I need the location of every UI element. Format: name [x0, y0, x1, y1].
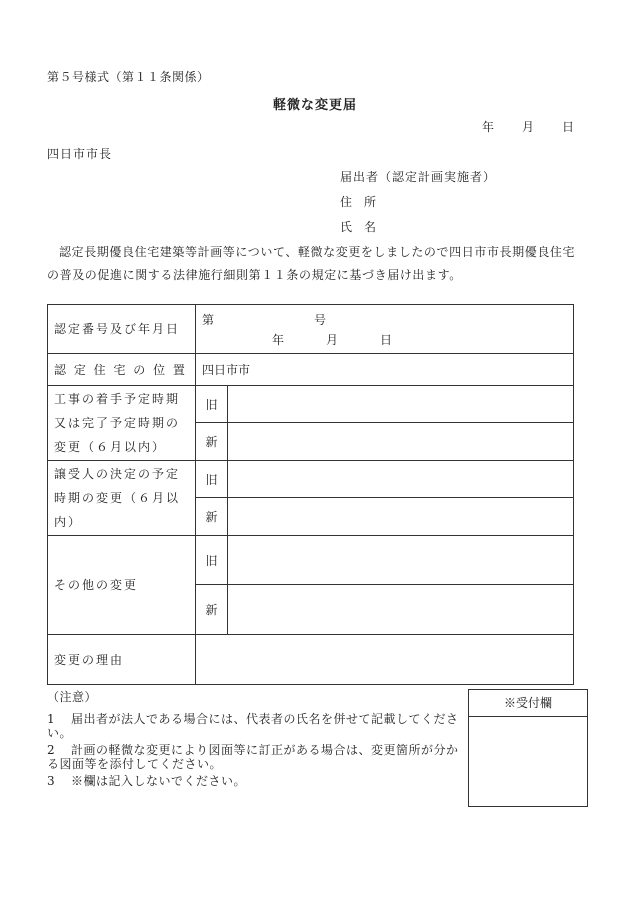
note-item: [47, 774, 462, 788]
address-label: 住 所: [340, 195, 377, 209]
note-number: 1: [47, 712, 56, 726]
other-new-field[interactable]: [228, 585, 574, 635]
transferee-change-label: 譲受人の決定の予定時期の変更（６月以内）: [48, 461, 196, 536]
date-month: 月: [522, 120, 535, 134]
cert-date-line: [202, 330, 567, 350]
other-change-label: その他の変更: [48, 536, 196, 635]
table-row: [48, 536, 574, 585]
note-item: [47, 743, 462, 771]
document-title: 軽微な変更届: [272, 98, 357, 113]
table-row: [48, 354, 574, 386]
cert-number-line: [202, 310, 567, 330]
date-year: 年: [482, 120, 495, 134]
body-text-content: 認定長期優良住宅建築等計画等について、軽微な変更をしましたので四日市市長期優良住宅の普及の促進に関する法律施行細則第１１条の規定に基づき届け出ます。: [47, 245, 576, 282]
transferee-new-field[interactable]: [228, 498, 574, 536]
applicant-label: 届出者（認定計画実施者）: [340, 170, 497, 184]
table-row: [48, 635, 574, 685]
new-label: 新: [196, 423, 228, 461]
receipt-label: ※受付欄: [469, 690, 587, 717]
other-old-field[interactable]: [228, 536, 574, 585]
old-label: 旧: [196, 386, 228, 423]
note-item: [47, 712, 462, 740]
notes: [47, 690, 462, 791]
note-text: ※欄は記入しないでください。: [71, 774, 247, 788]
old-label: 旧: [196, 536, 228, 585]
construction-change-label: 工事の着手予定時期又は完了予定時期の変更（６月以内）: [48, 386, 196, 461]
reason-field[interactable]: [196, 635, 574, 685]
name-label: 氏 名: [340, 220, 377, 234]
construction-old-field[interactable]: [228, 386, 574, 423]
receipt-stamp-area[interactable]: [469, 717, 587, 807]
table-row: [48, 305, 574, 354]
table-row: [48, 461, 574, 498]
note-number: 2: [47, 743, 56, 757]
reason-label: 変更の理由: [48, 635, 196, 685]
form-number: 第５号様式（第１１条関係）: [47, 70, 210, 84]
construction-new-field[interactable]: [228, 423, 574, 461]
addressee: 四日市市長: [47, 147, 113, 161]
note-text: 届出者が法人である場合には、代表者の氏名を併せて記載してください。: [47, 712, 459, 740]
notes-heading: （注意）: [47, 690, 98, 704]
new-label: 新: [196, 498, 228, 536]
table-row: [48, 386, 574, 423]
note-text: 計画の軽微な変更により図面等に訂正がある場合は、変更箇所が分かる図面等を添付してください。: [47, 743, 459, 771]
cert-number-field[interactable]: [196, 305, 574, 354]
note-number: 3: [47, 774, 56, 788]
cert-year: 年: [272, 333, 285, 347]
old-label: 旧: [196, 461, 228, 498]
cert-month: 月: [326, 333, 339, 347]
location-label: 認 定 住 宅 の 位 置: [48, 354, 196, 386]
cert-go: 号: [314, 313, 327, 327]
cert-dai: 第: [202, 313, 215, 327]
receipt-box: [468, 689, 588, 807]
date-line: [482, 118, 574, 135]
date-day: 日: [562, 120, 575, 134]
new-label: 新: [196, 585, 228, 635]
transferee-old-field[interactable]: [228, 461, 574, 498]
cert-day: 日: [380, 333, 393, 347]
cert-number-label: 認定番号及び年月日: [48, 305, 196, 354]
location-value[interactable]: 四日市市: [196, 354, 574, 386]
notification-table: [47, 304, 574, 685]
body-text: [47, 241, 587, 287]
